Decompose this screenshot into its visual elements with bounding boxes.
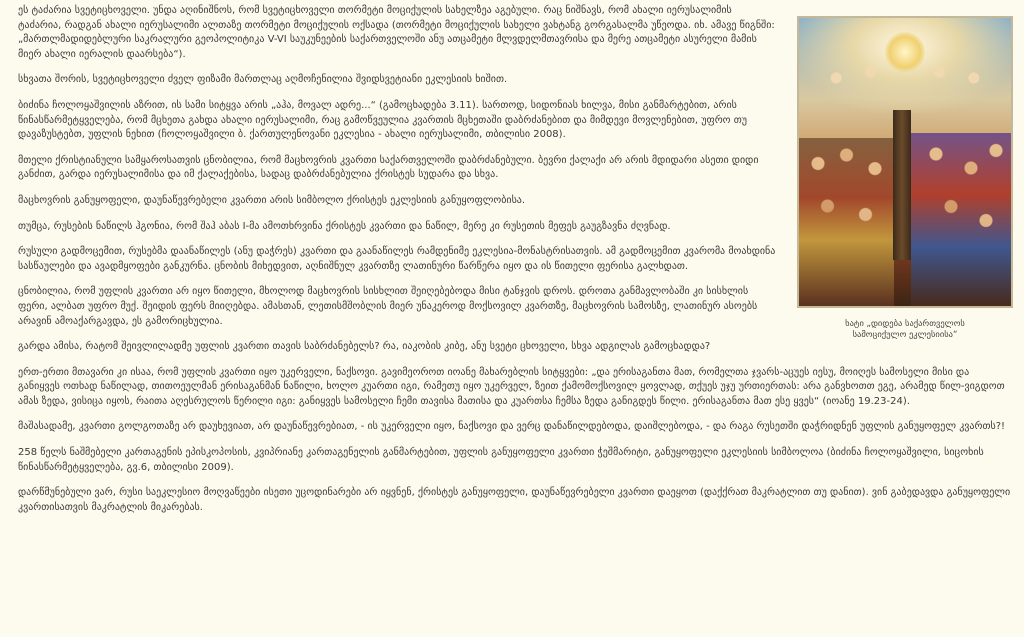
paragraph: თუმცა, რუსების ნაწილს ჰგონია, რომ შაჰ აბას I-მა ამოთხრვინა ქრისტეს კვართი და ნაწილ, მერე კი რუსეთის მეფეს გაუგზავნა ძღვნად. bbox=[18, 220, 671, 232]
paragraph: მაცხოვრის განუყოფელი, დაუნაწევრებელი კვართი არის სიმბოლო ქრისტეს ეკლესიის განუყოფლობისა. bbox=[18, 194, 526, 206]
paragraph: სხვათა შორის, სვეტიცხოველი ძველ ფიზამი მართლაც აღმოჩენილია შვიდსვეტიანი ეკლესიის ხიშით. bbox=[18, 74, 508, 86]
paragraph: 258 წელს ნაშმებელი კართაგენის ეპისკოპოსის, კვიპრიანე კართაგენელის განმარტებით, უფლის განუყოფელი კვართი ჭეშმარიტი, განუყოფელი ეკლესიის სიმბოლოა (ბიძინა ჩოლოყაშვილი, სიცოხის წინასწარმეტყველება, გვ.6, თბილისი 2009). bbox=[18, 447, 984, 473]
figure-caption: ხატი „დიდება საქართველოს სამოციქულო ეკლესიისა“ bbox=[845, 319, 965, 340]
paragraph: დარწმუნებული ვარ, რუსი საეკლესიო მოღვაწეები ისეთი უცოდინარები არ იყვნენ, ქრისტეს განუყოფელი, დაუნაწევრებელი კვართი დაეყოთ (დაქქრათ მაკრატლით თუ დანით). ვინ გაბედავდა განუყოფელი კვართისათვის მაკრატლის მიკარებას. bbox=[18, 487, 1011, 513]
paragraph: მაშასადამე, კვართი გოლგოთაზე არ დაუხევიათ, არ დაუნაწევრებიათ, - ის უკერველი იყო, ნაქსოვი და ვერც დანაწილდებოდა, დაიშლებოდა, - და რაგა რუსეთში დაჭრიდნენ უფლის განუყოფელ კვართს?! bbox=[18, 421, 1006, 433]
icon-painting[interactable] bbox=[797, 16, 1013, 308]
paragraph: რუსული გადმოცემით, რუსებმა დაანაწილეს (ანუ დაჭრეს) კვართი და გაანაწილეს რამდენიმე ეკლესია-მონასტრისათვის. ამ გადმოცემით კვარომა მოახდინა სასწაულები და ავადმყოფები განკურნა. ცნობის მიხედვით, აღნიშნულ კვართზე ლათინური წარწერა იყო და ის წითელი ფერისა გალხდათ. bbox=[18, 246, 776, 272]
paragraph: ერთ-ერთი მთავარი კი ისაა, რომ უფლის კვართი იყო უკერველი, ნაქსოვი. გავიმეოროთ იოანე მახარებლის სიტყვები: „და ერისაგანთა მათ, რომელთა ჯვარს-აცუეს იესუ, მოიღეს სამოსელი მისი და განიყვეს ოთხად ნაწილად, თითოეულმან ერისაგანმან ნაწილი, ხოლო კუართი იგი, რამეთუ იყო უკერველ, ზეით ქამომოქსოვილ ყოვლად, თქუეს უჯუ ურთიერთას: არა განვხოთთ ეგე, არამედ წილ-ვიგდოთ ამას ზედა, ვისიცა იყოს, რაითა აღესრულოს წერილი იგი: განიყვეს სამოსელი ჩემი თავისა მათისა და კუართსა ჩემსა ზედა განიგდეს წილი. ერისაგანთა მათ ესე ყვეს“ (იოანე 19.23-24). bbox=[18, 366, 1005, 407]
paragraph: მთელი ქრისტიანული სამყაროსათვის ცნობილია, რომ მაცხოვრის კვართი საქართველოში დაბრძანებული. ბევრი ქალაქი არ არის მდიდარი ასეთი დიდი განძით, გარდა იერუსალიმისა და იმ ქალაქებისა, სადაც დაბრძანებულია ქრისტეს სუდარა და სხვა. bbox=[18, 154, 759, 181]
paragraph: გარდა ამისა, რატომ შეივლილადმე უფლის კვართი თავის საბრძანებელს? რა, იაკობის კიბე, ანუ სვეტი ცხოველი, სხვა ადგილას გამოცხადდა? bbox=[18, 341, 711, 353]
article-figure bbox=[797, 16, 1013, 341]
paragraph: ცნობილია, რომ უფლის კვართი არ იყო წითელი, მხოლოდ მაცხოვრის სისხლით შეიღებებოდა მისი ტანჯვის დროს. დროთა განმავლობაში კი სისხლის ფერი, ალბათ უფრო მუქ. შეიდის ფერს მიიღებდა. ამასთან, ლეთისმშობლის მიერ უნაკეროდ მოქსოვილ კვართზე, მაცხოვრის სამოსზე, ლათინურ ასოებს არავინ ამოაქარგავდა, ეს გამორიცხულია. bbox=[18, 286, 758, 327]
article-body bbox=[18, 4, 1013, 526]
paragraph: ბიძინა ჩოლოყაშვილის აზრით, ის სამი სიტყვა არის „აჰა, მოვალ ადრე...“ (გამოცხადება 3.11). სართოდ, სიდონიას ხილვა, მისი განმარტებით, არის წინასწარმეტყველება, რომ მცხეთა გახდა ახალი იერუსალიმი, რაც გამოწვეულია კვართის მცხეთაში დაბრძანებით და მიმდევი მოვლენებით, უფრო თუ დავაზუსტებთ, უფლის ნეხით (ჩოლოყაშვილი ბ. ქართულენოვანი ეკლესია - ახალი იერუსალიმი, თბილისი 2008). bbox=[18, 99, 747, 141]
paragraph: ეს ტაძარია სვეტიცხოველი. უნდა აღინიშნოს, რომ სვეტიცხოველი თორმეტი მოციქულის სახელზეა აგებული. რაც ნიშნავს, რომ ახალი იერუსალიმის ტაძარია, რადგან ახალი იერუსალიმი ალთაზე თორმეტი მოციქულის ოქსადა (თორმეტი მოციქულის სახელი ვახტანგ გორგასალმა უწეოდა. იხ. ამავე წიგნში: „მართლმადიდებლური საკრალური გეოპოლიტიკა V-VI საუკუნეების საქართველოში ანუ ათცამეტი მლვდელმთავრისა და მერე ათცამეტი ასურელი მამის მიერ ახალი იერალის დაარსება“). bbox=[18, 5, 775, 60]
